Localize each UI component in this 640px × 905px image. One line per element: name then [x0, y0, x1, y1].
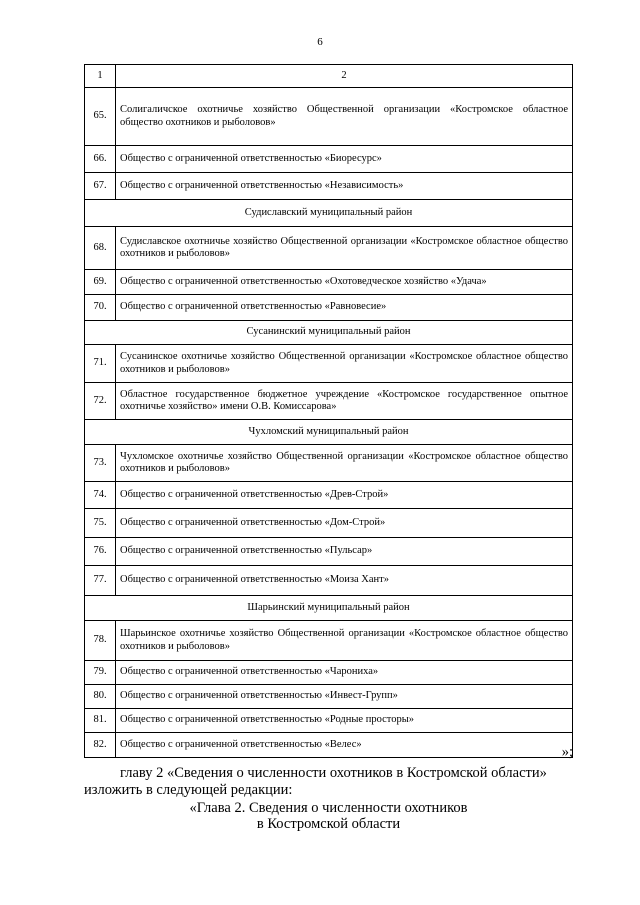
district-name: Судиславский муниципальный район — [85, 200, 573, 227]
district-row — [85, 596, 573, 621]
row-number: 77. — [85, 566, 116, 596]
district-name: Сусанинский муниципальный район — [85, 321, 573, 345]
chapter-title-line-1: «Глава 2. Сведения о численности охотников — [189, 800, 468, 816]
organization-name: Общество с ограниченной ответственностью «Охотоведческое хозяйство «Удача» — [116, 270, 573, 295]
table-row — [85, 173, 573, 200]
organization-name: Шарьинское охотничье хозяйство Общественной организации «Костромское областное общество охотников и рыболовов» — [116, 621, 573, 661]
table-row — [85, 88, 573, 146]
district-name: Шарьинский муниципальный район — [85, 596, 573, 621]
table-row — [85, 270, 573, 295]
chapter-amendment-text: главу 2 «Сведения о численности охотников в Костромской области» — [120, 765, 547, 781]
row-number: 81. — [85, 709, 116, 733]
table-row — [85, 566, 573, 596]
table-row — [85, 383, 573, 420]
organization-name: Общество с ограниченной ответственностью «Чарониха» — [116, 661, 573, 685]
organization-name: Общество с ограниченной ответственностью «Инвест-Групп» — [116, 685, 573, 709]
table-row — [85, 685, 573, 709]
organization-name: Областное государственное бюджетное учреждение «Костромское государственное опытное охотничье хозяйство» имени О.В. Комиссарова» — [116, 383, 573, 420]
row-number: 78. — [85, 621, 116, 661]
row-number: 75. — [85, 509, 116, 538]
row-number: 73. — [85, 445, 116, 482]
header-col-2: 2 — [116, 65, 573, 88]
row-number: 69. — [85, 270, 116, 295]
organization-name: Чухломское охотничье хозяйство Общественной организации «Костромское областное общество охотников и рыболовов» — [116, 445, 573, 482]
organization-name: Общество с ограниченной ответственностью «Дом-Строй» — [116, 509, 573, 538]
edition-text: изложить в следующей редакции: — [84, 782, 293, 798]
organization-name: Сусанинское охотничье хозяйство Общественной организации «Костромское областное общество охотников и рыболовов» — [116, 345, 573, 383]
header-col-1: 1 — [85, 65, 116, 88]
district-row — [85, 321, 573, 345]
page-number: 6 — [317, 36, 323, 48]
table-row — [85, 482, 573, 509]
row-number: 80. — [85, 685, 116, 709]
row-number: 65. — [85, 88, 116, 146]
row-number: 66. — [85, 146, 116, 173]
table-row — [85, 345, 573, 383]
organization-name: Общество с ограниченной ответственностью «Моиза Хант» — [116, 566, 573, 596]
row-number: 72. — [85, 383, 116, 420]
table-row — [85, 509, 573, 538]
table-row — [85, 538, 573, 566]
organization-name: Общество с ограниченной ответственностью «Древ-Строй» — [116, 482, 573, 509]
table-header-row — [85, 65, 573, 88]
organization-name: Общество с ограниченной ответственностью «Биоресурс» — [116, 146, 573, 173]
table-row — [85, 146, 573, 173]
organization-name: Общество с ограниченной ответственностью «Независимость» — [116, 173, 573, 200]
table-row — [85, 709, 573, 733]
row-number: 70. — [85, 295, 116, 321]
row-number: 71. — [85, 345, 116, 383]
row-number: 79. — [85, 661, 116, 685]
table-row — [85, 661, 573, 685]
table-row — [85, 295, 573, 321]
district-name: Чухломский муниципальный район — [85, 420, 573, 445]
row-number: 74. — [85, 482, 116, 509]
closing-quote: »; — [561, 744, 573, 760]
table-row — [85, 621, 573, 661]
chapter-title-line-2: в Костромской области — [256, 816, 401, 832]
hunting-areas-table — [84, 64, 573, 758]
organization-name: Солигаличское охотничье хозяйство Общественной организации «Костромское областное общество охотников и рыболовов» — [116, 88, 573, 146]
organization-name: Общество с ограниченной ответственностью «Равновесие» — [116, 295, 573, 321]
table-row — [85, 227, 573, 270]
organization-name: Общество с ограниченной ответственностью «Родные просторы» — [116, 709, 573, 733]
organization-name: Судиславское охотничье хозяйство Общественной организации «Костромское областное общество охотников и рыболовов» — [116, 227, 573, 270]
row-number: 76. — [85, 538, 116, 566]
organization-name: Общество с ограниченной ответственностью «Пульсар» — [116, 538, 573, 566]
row-number: 67. — [85, 173, 116, 200]
table-row — [85, 445, 573, 482]
district-row — [85, 420, 573, 445]
row-number: 82. — [85, 733, 116, 758]
organization-name: Общество с ограниченной ответственностью «Велес» — [116, 733, 573, 758]
row-number: 68. — [85, 227, 116, 270]
district-row — [85, 200, 573, 227]
